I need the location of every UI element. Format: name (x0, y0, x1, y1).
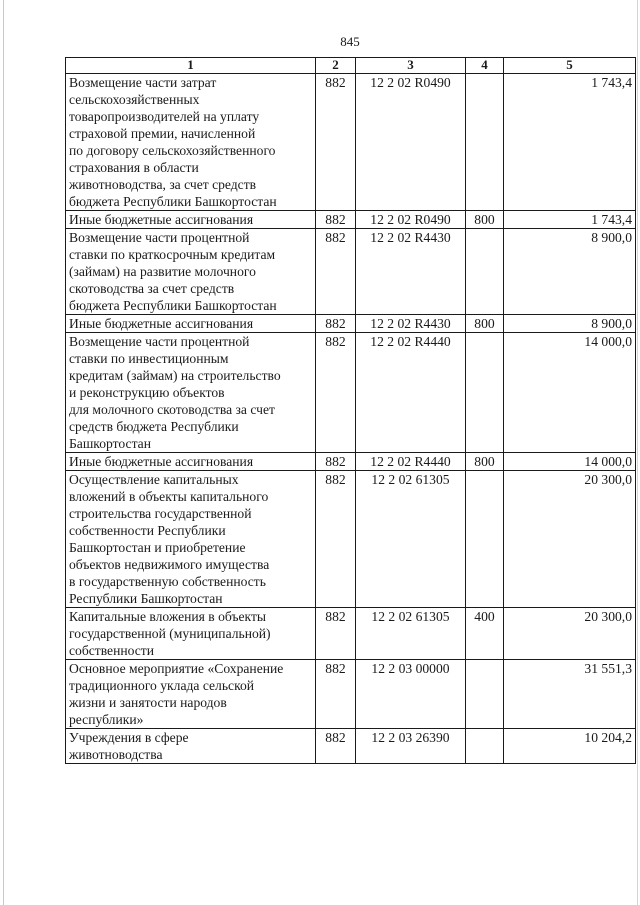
row-admin-code: 882 (316, 229, 356, 315)
scan-edge-right (637, 0, 638, 905)
row-name: Капитальные вложения в объекты государственной (муниципальной) собственности (66, 608, 316, 660)
header-col-1: 1 (66, 58, 316, 74)
header-col-2: 2 (316, 58, 356, 74)
row-target-article: 12 2 02 R0490 (356, 74, 466, 211)
row-target-article: 12 2 03 00000 (356, 660, 466, 729)
row-expense-type: 800 (466, 453, 504, 471)
table-row (66, 74, 636, 211)
row-name: Возмещение части процентной ставки по краткосрочным кредитам (займам) на развитие молочного скотоводства за счет средств бюджета Республики Башкортостан (66, 229, 316, 315)
row-admin-code: 882 (316, 660, 356, 729)
scan-edge-left (3, 0, 4, 905)
row-admin-code: 882 (316, 333, 356, 453)
row-expense-type: 800 (466, 315, 504, 333)
row-name: Иные бюджетные ассигнования (66, 211, 316, 229)
row-amount: 20 300,0 (504, 608, 636, 660)
row-expense-type (466, 660, 504, 729)
table-row (66, 471, 636, 608)
row-target-article: 12 2 02 R4440 (356, 333, 466, 453)
row-target-article: 12 2 02 R0490 (356, 211, 466, 229)
table-row (66, 453, 636, 471)
row-expense-type (466, 333, 504, 453)
header-col-3: 3 (356, 58, 466, 74)
row-expense-type: 800 (466, 211, 504, 229)
row-admin-code: 882 (316, 453, 356, 471)
row-amount: 20 300,0 (504, 471, 636, 608)
row-expense-type (466, 229, 504, 315)
row-name: Иные бюджетные ассигнования (66, 453, 316, 471)
row-target-article: 12 2 02 R4440 (356, 453, 466, 471)
row-admin-code: 882 (316, 471, 356, 608)
row-expense-type (466, 729, 504, 764)
table-row (66, 729, 636, 764)
row-target-article: 12 2 02 R4430 (356, 315, 466, 333)
row-amount: 14 000,0 (504, 453, 636, 471)
table-row (66, 608, 636, 660)
row-expense-type (466, 74, 504, 211)
row-admin-code: 882 (316, 729, 356, 764)
row-amount: 31 551,3 (504, 660, 636, 729)
budget-table (65, 57, 636, 764)
table-row (66, 660, 636, 729)
row-amount: 8 900,0 (504, 229, 636, 315)
row-target-article: 12 2 02 61305 (356, 608, 466, 660)
row-name: Возмещение части затрат сельскохозяйственных товаропроизводителей на уплату страховой премии, начисленной по договору сельскохозяйственного страхования в области животноводства, за счет средств бюджета Республики Башкортостан (66, 74, 316, 211)
row-name: Иные бюджетные ассигнования (66, 315, 316, 333)
row-expense-type: 400 (466, 608, 504, 660)
header-col-5: 5 (504, 58, 636, 74)
row-amount: 1 743,4 (504, 74, 636, 211)
row-target-article: 12 2 03 26390 (356, 729, 466, 764)
row-name: Возмещение части процентной ставки по инвестиционным кредитам (займам) на строительство и реконструкцию объектов для молочного скотоводства за счет средств бюджета Республики Башкортостан (66, 333, 316, 453)
row-target-article: 12 2 02 61305 (356, 471, 466, 608)
row-admin-code: 882 (316, 74, 356, 211)
row-name: Учреждения в сфере животноводства (66, 729, 316, 764)
page-number: 845 (340, 34, 360, 49)
table-row (66, 333, 636, 453)
header-row (66, 58, 636, 74)
table-row (66, 229, 636, 315)
row-admin-code: 882 (316, 211, 356, 229)
table-row (66, 315, 636, 333)
row-name: Осуществление капитальных вложений в объекты капитального строительства государственной собственности Республики Башкортостан и приобретение объектов недвижимого имущества в государственную собственность Республики Башкортостан (66, 471, 316, 608)
row-admin-code: 882 (316, 608, 356, 660)
row-amount: 1 743,4 (504, 211, 636, 229)
header-col-4: 4 (466, 58, 504, 74)
row-admin-code: 882 (316, 315, 356, 333)
row-target-article: 12 2 02 R4430 (356, 229, 466, 315)
row-amount: 14 000,0 (504, 333, 636, 453)
row-expense-type (466, 471, 504, 608)
row-amount: 8 900,0 (504, 315, 636, 333)
row-amount: 10 204,2 (504, 729, 636, 764)
row-name: Основное мероприятие «Сохранение традиционного уклада сельской жизни и занятости народов республики» (66, 660, 316, 729)
table-row (66, 211, 636, 229)
